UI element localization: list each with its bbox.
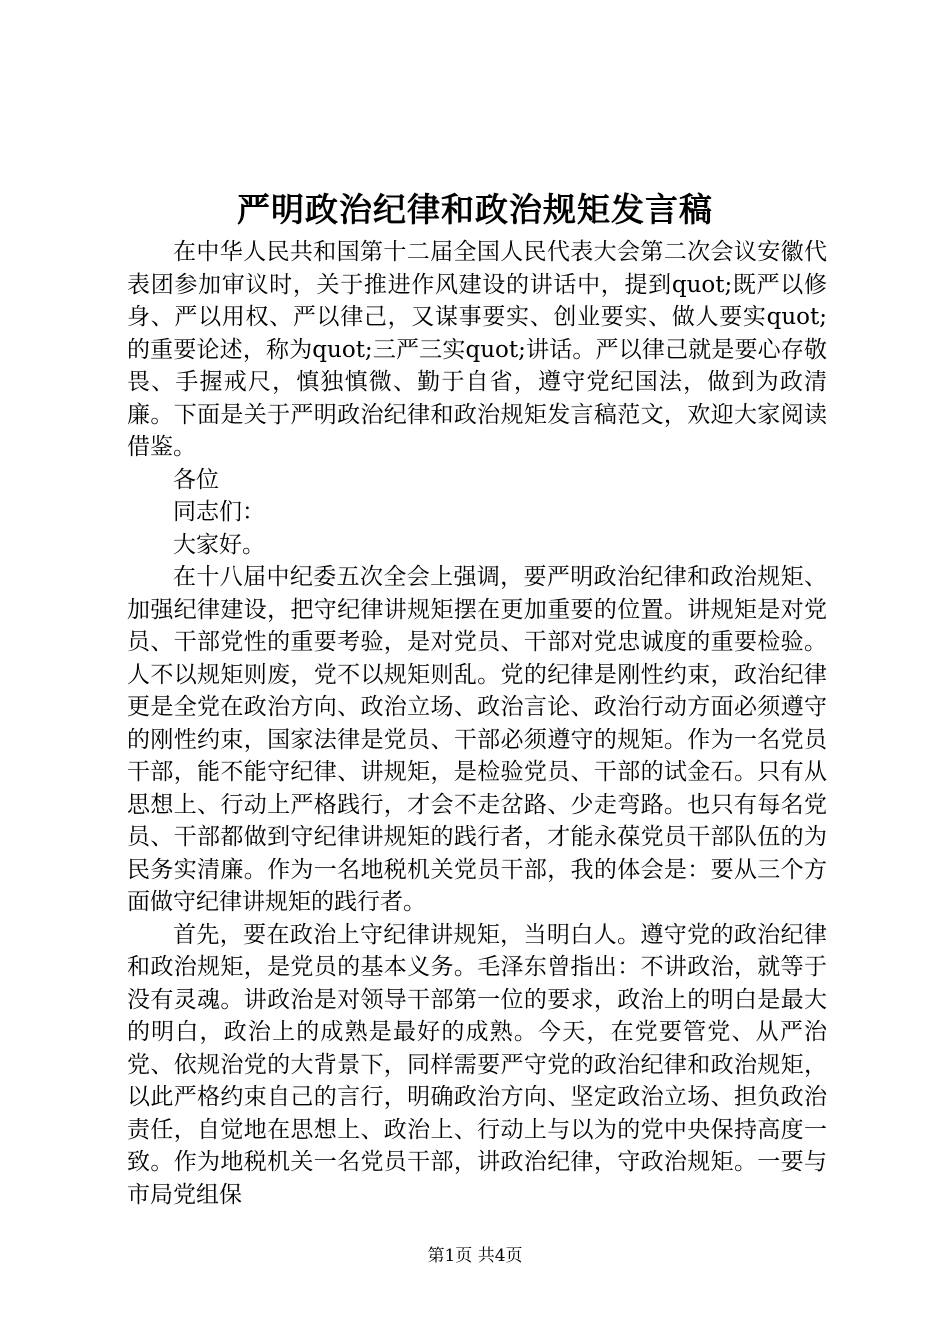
paragraph-intro: 在中华人民共和国第十二届全国人民代表大会第二次会议安徽代表团参加审议时，关于推进作风建设的讲话中，提到quot;既严以修身、严以用权、严以律己，又谋事要实、创业要实、做人要实quot;的重要论述，称为quot;三严三实quot;讲话。严以律己就是要心存敬畏、手握戒尺，慎独慎微、勤于自省，遵守党纪国法，做到为政清廉。下面是关于严明政治纪律和政治规矩发言稿范文，欢迎大家阅读借鉴。 [127, 239, 827, 460]
paragraph-greeting: 大家好。 [173, 531, 265, 558]
paragraph-main: 在十八届中纪委五次全会上强调，要严明政治纪律和政治规矩、加强纪律建设，把守纪律讲规矩摆在更加重要的位置。讲规矩是对党员、干部党性的重要考验，是对党员、干部对党忠诚度的重要检验。人不以规矩则废，党不以规矩则乱。党的纪律是刚性约束，政治纪律更是全党在政治方向、政治立场、政治言论、政治行动方面必须遵守的刚性约束，国家法律是党员、干部必须遵守的规矩。作为一名党员干部，能不能守纪律、讲规矩，是检验党员、干部的试金石。只有从思想上、行动上严格践行，才会不走岔路、少走弯路。也只有每名党员、干部都做到守纪律讲规矩的践行者，才能永葆党员干部队伍的为民务实清廉。作为一名地税机关党员干部，我的体会是：要从三个方面做守纪律讲规矩的践行者。 [127, 564, 827, 915]
paragraph-salutation: 各位 [173, 466, 219, 493]
document-body [127, 236, 827, 1211]
document-title: 严明政治纪律和政治规矩发言稿 [237, 190, 713, 229]
paragraph-comrades: 同志们： [173, 499, 265, 525]
page-number: 第1页 共4页 [427, 1246, 523, 1266]
paragraph-first-point: 首先，要在政治上守纪律讲规矩，当明白人。遵守党的政治纪律和政治规矩，是党员的基本义务。毛泽东曾指出：不讲政治，就等于没有灵魂。讲政治是对领导干部第一位的要求，政治上的明白是最大的明白，政治上的成熟是最好的成熟。今天，在党要管党、从严治党、依规治党的大背景下，同样需要严守党的政治纪律和政治规矩，以此严格约束自己的言行，明确政治方向、坚定政治立场、担负政治责任，自觉地在思想上、政治上、行动上与以为的党中央保持高度一致。作为地税机关一名党员干部，讲政治纪律，守政治规矩。一要与市局党组保 [127, 921, 827, 1208]
